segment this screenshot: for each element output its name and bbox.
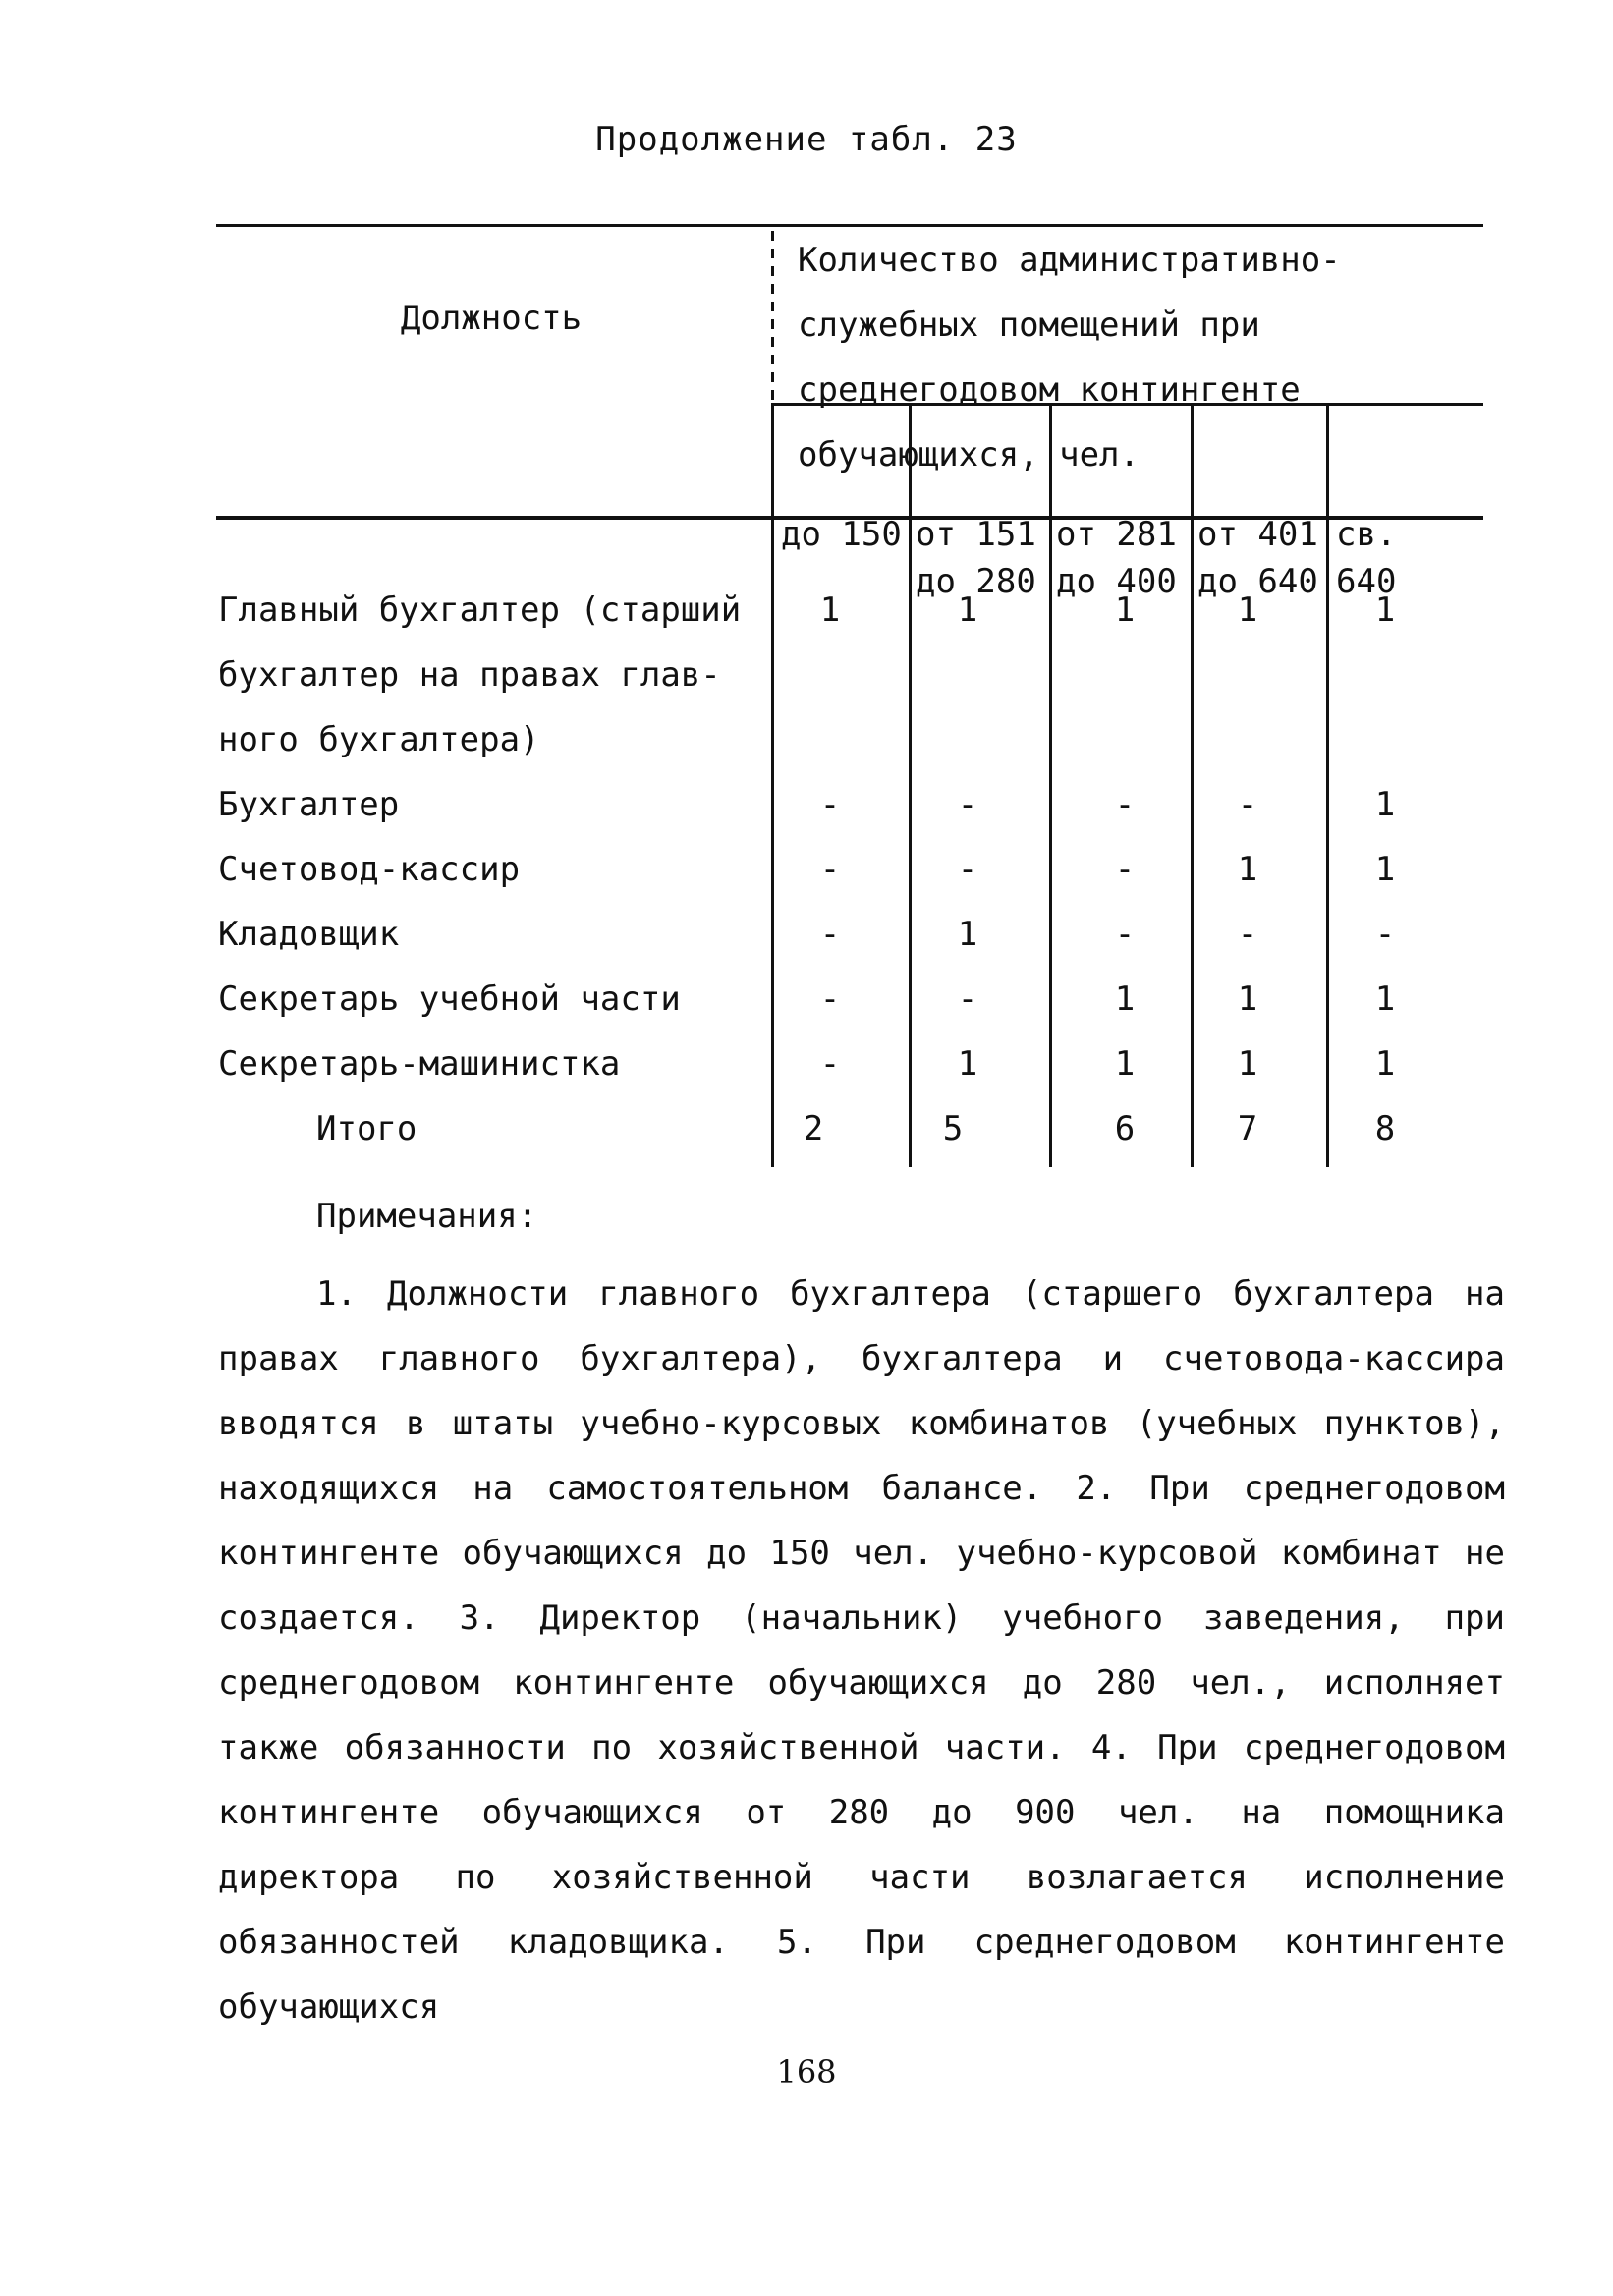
row-label-cashier: Счетовод-кассир — [218, 850, 521, 889]
table-cell: 1 — [957, 590, 978, 630]
total-cell: 2 — [803, 1109, 824, 1148]
table-cell: 1 — [1374, 1044, 1396, 1084]
table-cell: 1 — [819, 590, 841, 630]
table-cell: - — [819, 785, 841, 824]
total-cell: 6 — [1114, 1109, 1136, 1148]
column-header-3: от 281 до 400 — [1056, 515, 1177, 601]
row-label-accountant: Бухгалтер — [218, 785, 400, 824]
table-cell: 1 — [1374, 980, 1396, 1019]
table-cell: 1 — [1114, 980, 1136, 1019]
notes-text: 1. Должности главного бухгалтера (старшего бухгалтера на правах главного бухгалтера), бухгалтера и счетовода-кассира вводятся в штаты учебно-курсовых комбинатов (учебных пунктов), находящихся на самостоятельном балансе. 2. При среднегодовом контингенте обучающихся до 150 чел. учебно-курсовой комбинат не создается. 3. Директор (начальник) учебного заведения, при среднегодовом контингенте обучающихся до 280 чел., исполняет также обязанности по хозяйственной части. 4. При среднегодовом контингенте обучающихся от 280 до 900 чел. на помощника директора по хозяйственной части возлагается исполнение обязанностей кладовщика. 5. При среднегодовом контингенте обучающихся — [218, 1274, 1505, 2027]
position-header: Должность — [400, 299, 583, 338]
column-header-5: св. 640 — [1336, 515, 1397, 601]
total-cell: 5 — [942, 1109, 964, 1148]
table-cell: 1 — [1237, 980, 1258, 1019]
header-divider — [771, 231, 774, 403]
table-cell: - — [1114, 785, 1136, 824]
table-caption: Продолжение табл. 23 — [595, 120, 1018, 159]
column-header-1: до 150 — [781, 515, 902, 554]
table-cell: - — [819, 1044, 841, 1084]
table-cell: 1 — [1237, 1044, 1258, 1084]
table-cell: - — [1237, 915, 1258, 954]
column-header-4: от 401 до 640 — [1197, 515, 1318, 601]
table-cell: 1 — [1114, 590, 1136, 630]
table-cell: 1 — [1114, 1044, 1136, 1084]
table-cell: - — [1114, 850, 1136, 889]
row-label-academic-secretary: Секретарь учебной части — [218, 980, 681, 1019]
row-label-storekeeper: Кладовщик — [218, 915, 400, 954]
table-cell: 1 — [1374, 590, 1396, 630]
table-cell: 1 — [957, 1044, 978, 1084]
col-divider-4 — [1326, 406, 1329, 1167]
col-divider-2 — [1049, 406, 1052, 1167]
table-cell: 1 — [1237, 850, 1258, 889]
table-cell: 1 — [957, 915, 978, 954]
total-cell: 8 — [1374, 1109, 1396, 1148]
column-header-2: от 151 до 280 — [916, 515, 1036, 601]
page-number: 168 — [776, 2053, 837, 2091]
group-header: Количество административно-служебных помещений при среднегодовом контингенте обучающихся, чел. — [798, 241, 1341, 475]
col-divider-3 — [1191, 406, 1194, 1167]
table-cell: - — [1114, 915, 1136, 954]
table-cell: - — [819, 915, 841, 954]
table-cell: - — [819, 850, 841, 889]
table-top-rule — [216, 224, 1483, 227]
row-label-chief-accountant: Главный бухгалтер (старший бухгалтер на правах глав- ного бухгалтера) — [218, 590, 742, 759]
col-divider-1 — [909, 406, 912, 1167]
table-cell: - — [957, 980, 978, 1019]
notes-title: Примечания: — [316, 1197, 538, 1236]
row-label-total: Итого — [316, 1109, 417, 1148]
table-cell: - — [957, 850, 978, 889]
table-cell: 1 — [1237, 590, 1258, 630]
table-cell: 1 — [1374, 785, 1396, 824]
table-cell: - — [819, 980, 841, 1019]
table-cell: - — [957, 785, 978, 824]
table-cell: 1 — [1374, 850, 1396, 889]
col-divider-0 — [771, 406, 774, 1167]
row-label-secretary-typist: Секретарь-машинистка — [218, 1044, 621, 1084]
total-cell: 7 — [1237, 1109, 1258, 1148]
table-cell: - — [1237, 785, 1258, 824]
table-cell: - — [1374, 915, 1396, 954]
